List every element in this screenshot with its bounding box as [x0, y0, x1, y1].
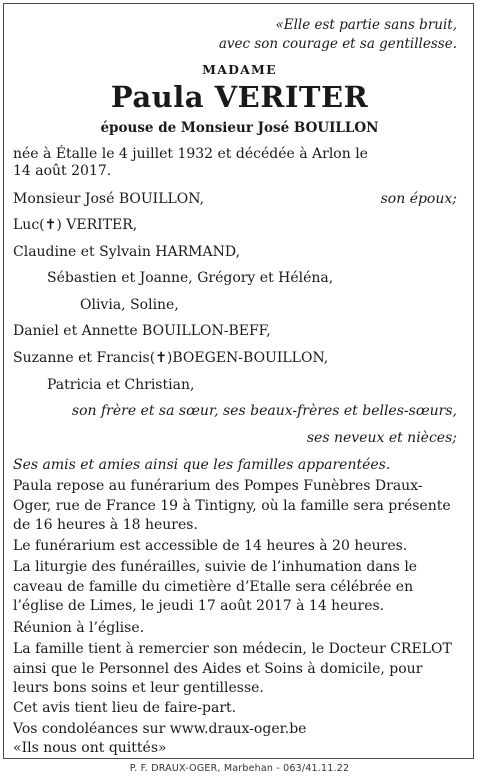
family-brother: Daniel et Annette BOUILLON-BEFF, [13, 323, 271, 339]
hours-paragraph: Le funérarium est accessible de 14 heures à 20 heures. [13, 538, 408, 554]
birth-line-2: 14 août 2017. [13, 163, 112, 179]
notice-paragraph: Cet avis tient lieu de faire-part. [13, 700, 237, 716]
family-nephews: Patricia et Christian, [47, 377, 195, 393]
family-son: Luc(✝) VERITER, [13, 217, 138, 233]
liturgy-paragraph: La liturgie des funérailles, suivie de l’inhumation dans le caveau de famille du cimetière d’Etalle sera célébrée en l’église de Limes, le jeudi 17 août 2017 à 14 heures. [13, 559, 418, 614]
thanks-paragraph: La famille tient à remercier son médecin, le Docteur CRELOT ainsi que le Personnel des Aides et Soins à domicile, pour leurs bons soins et leur gentillesse. [13, 641, 452, 696]
family-siblings-role: son frère et sa sœur, ses beaux-frères et belles-sœurs, [71, 403, 457, 419]
family-sister: Suzanne et Francis(✝)BOEGEN-BOUILLON, [13, 350, 329, 366]
birth-line-1: née à Étalle le 4 juillet 1932 et décédée à Arlon le [13, 146, 368, 162]
family-nephews-role: ses neveux et nièces; [306, 430, 457, 446]
title-madame: MADAME [202, 62, 277, 77]
family-husband-role: son époux; [380, 191, 457, 207]
undertaker-footer: P. F. DRAUX-OGER, Marbehan - 063/41.11.22 [129, 763, 350, 774]
deceased-name: Paula VERITER [110, 80, 369, 114]
family-grandchildren: Sébastien et Joanne, Grégory et Héléna, [47, 270, 334, 286]
spouse-line: épouse de Monsieur José BOUILLON [100, 120, 379, 136]
meeting-paragraph: Réunion à l’église. [13, 620, 145, 636]
epitaph-line-2: avec son courage et sa gentillesse. [218, 36, 457, 52]
friends-line: Ses amis et amies ainsi que les familles apparentées. [13, 457, 391, 473]
funerarium-paragraph: Paula repose au funérarium des Pompes Funèbres Draux-Oger, rue de France 19 à Tintigny, où la famille sera présente de 16 heures à 18 heures. [13, 478, 451, 533]
family-daughter: Claudine et Sylvain HARMAND, [13, 244, 241, 260]
rubric-line: «Ils nous ont quittés» [13, 740, 167, 756]
family-husband: Monsieur José BOUILLON, [13, 191, 205, 207]
family-great-grandchildren: Olivia, Soline, [80, 297, 179, 313]
epitaph-line-1: «Elle est partie sans bruit, [275, 17, 457, 33]
condolences-link[interactable]: Vos condoléances sur www.draux-oger.be [13, 721, 307, 737]
